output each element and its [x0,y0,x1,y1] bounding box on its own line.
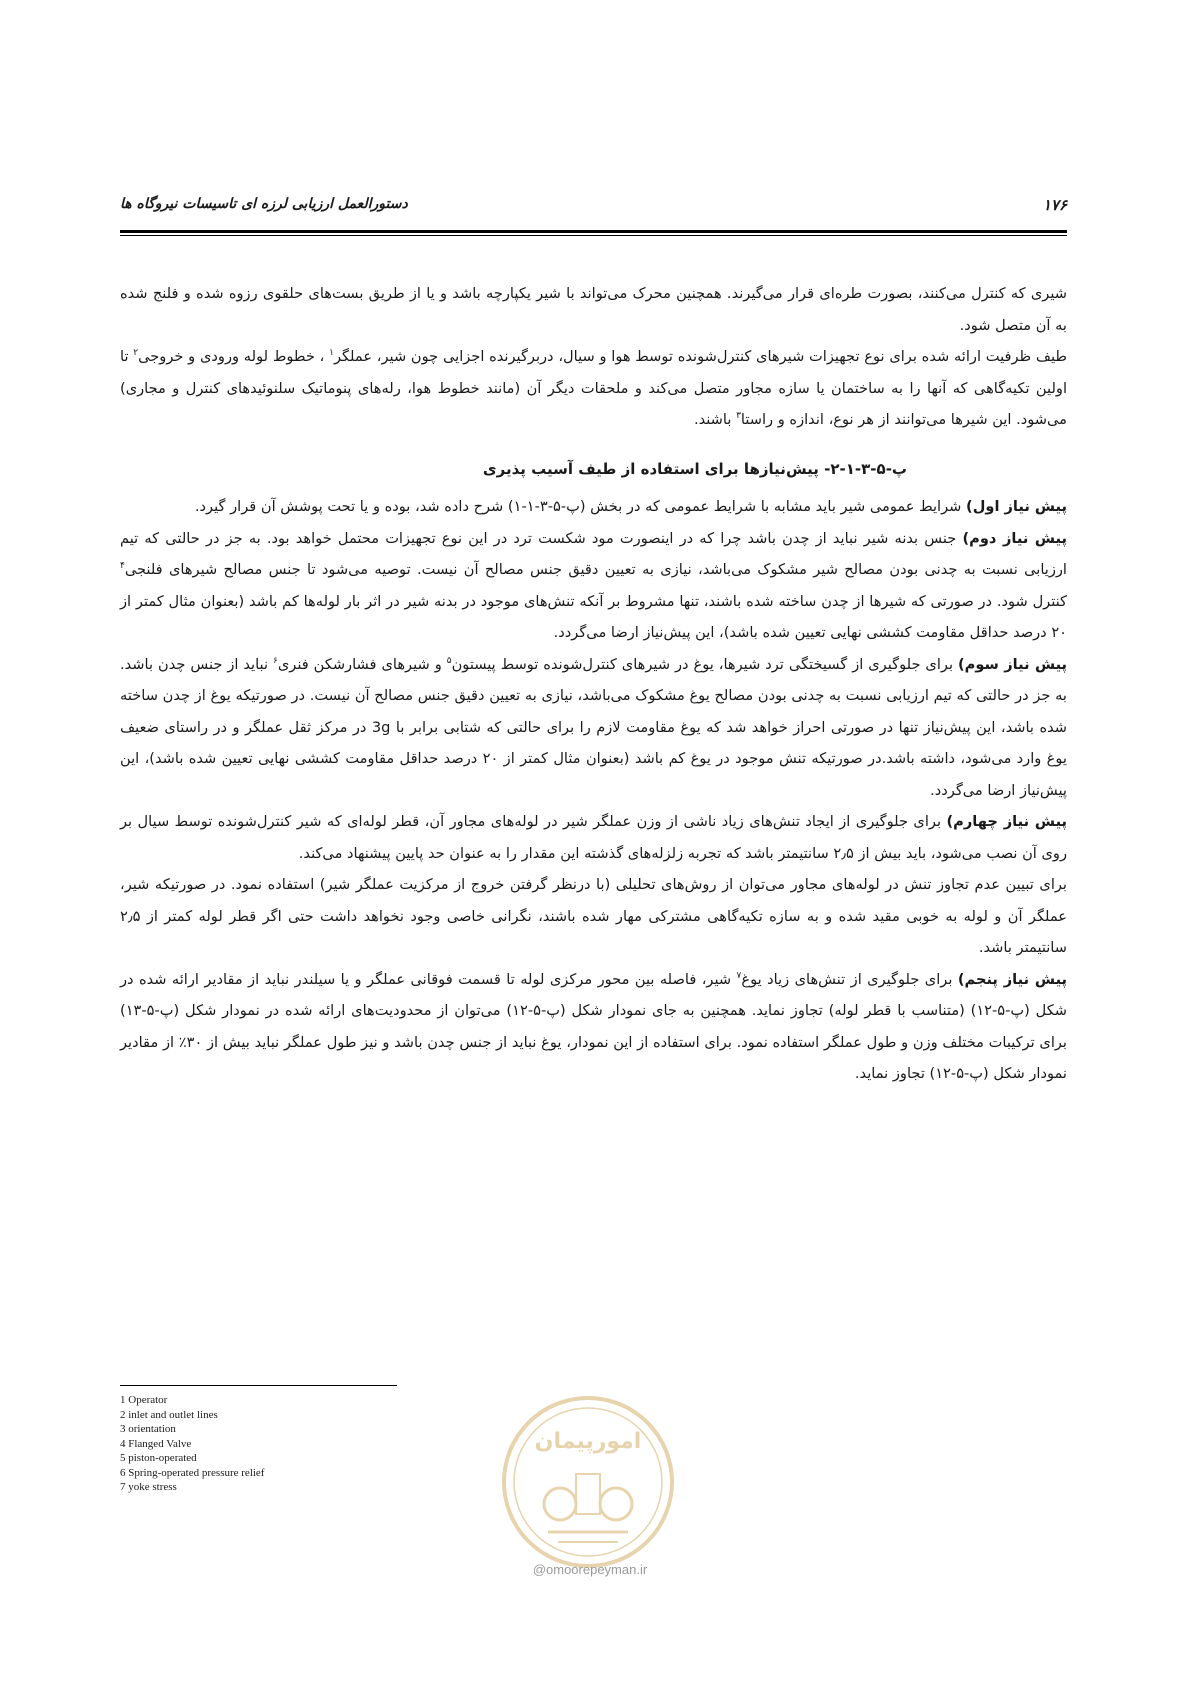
text-run: و شیرهای فشارشکن فنری [277,655,442,673]
text-run: برای جلوگیری از تنش‌های زیاد یوغ [741,970,953,988]
footnote: 3 orientation [120,1423,176,1435]
watermark-url-text: omoorepeyman.ir [546,1562,648,1577]
text-run: برای جلوگیری از ایجاد تنش‌های زیاد ناشی از وزن عملگر شیر در لوله‌های مجاور آن، قطر لوله‌ای که شیر کنترل‌شونده توسط سیال بر روی آن نصب می‌شود، باید بیش از ۲٫۵ سانتیمتر باشد که تجربه زلزله‌های گذشته این مقدار را به عنوان حد پایین پیشنهاد می‌کند. [120,813,1067,862]
text-run: طیف ظرفیت ارائه شده برای نوع تجهیزات شیرهای کنترل‌شونده توسط هوا و سیال، دربرگیرنده اجزایی چون شیر، عملگر [333,348,1068,365]
text-run: کنترل شود. در صورتی که شیرها از چدن ساخته شده باشند، تنها مشروط بر آنکه تنش‌های موجود در بدنه شیر در اثر بار لوله‌ها کم باشد (بعنوان مثال کمتر از ۲۰ درصد حداقل مقاومت کششی نهایی تعیین شده باشد)، این پیش‌نیاز ارضا می‌گردد. [120,592,1067,641]
footnotes [120,1393,500,1495]
watermark-logo [498,1392,678,1570]
text-run: جنس بدنه شیر نباید از چدن باشد چرا که در اینصورت مود شکست ترد در این نوع تجهیزات محتمل خواهد بود. به جز در حالتی که تیم ارزیابی نسبت به چدنی بودن مصالح شیر مشکوک می‌باشد، نیازی به تعیین دقیق جنس مصالح آن نیست. توصیه می‌شود تا جنس مصالح شیرهای فلنجی [120,529,1067,578]
requirement-3 [120,649,1067,807]
footnote-ref: ۷ [736,970,742,981]
page-header [120,196,1067,226]
paragraph: برای تبیین عدم تجاوز تنش در لوله‌های مجاور می‌توان از روش‌های تحلیلی (با درنظر گرفتن خروج از مرکزیت عملگر شیر) استفاده نمود. در صورتیکه شیر، عملگر آن و لوله به خوبی مقید شده و به سازه تکیه‌گاهی مشترکی مهار شده باشند، نگرانی خاصی وجود نخواهد داشت حتی اگر قطر لوله کمتر از ۲٫۵ سانتیمتر باشد. [120,876,1067,956]
page-number: ۱۷۶ [1042,196,1067,214]
requirement-label: پیش نیاز چهارم) [946,813,1067,830]
text-run: برای جلوگیری از گسیختگی ترد شیرها، یوغ در شیرهای کنترل‌شونده توسط پیستون [451,655,954,673]
paragraph: شیری که کنترل می‌کنند، بصورت طره‌ای قرار می‌گیرند. همچنین محرک می‌تواند با شیر یکپارچه باشد و یا از طریق بست‌های حلقوی رزوه شده و فلنج شده به آن متصل شود. [120,285,1067,334]
body-text [120,278,1067,1090]
requirement-label: پیش نیاز اول) [966,498,1067,515]
requirement-1 [120,491,1067,523]
section-heading: پ-۵-۳-۱-۲- پیش‌نیازها برای استفاده از طیف آسیب پذیری [482,459,907,478]
text-run: شیر، فاصله بین محور مرکزی لوله تا قسمت فوقانی عملگر و یا سیلندر نباید از مقادیر ارائه شده در شکل (پ-۵-۱۲) (متناسب با قطر لوله) تجاوز نماید. همچنین به جای نمودار شکل (پ-۵-۱۲) می‌توان از محدودیت‌های ارائه شده در نمودار شکل (پ-۵-۱۳) برای ترکیبات مختلف وزن و طول عملگر استفاده نمود. برای استفاده از این نمودار، یوغ نباید از جنس چدن باشد و نیز طول عملگر نباید بیش از ۳۰٪ از مقادیر نمودار شکل (پ-۵-۱۲) تجاوز نماید. [120,970,1067,1082]
footnote: 5 piston-operated [120,1452,197,1464]
text-run: تا اولین تکیه‌گاهی که آنها را به ساختمان یا سازه مجاور متصل می‌کند و ملحقات دیگر آن (مانند خطوط هوا، رله‌های پنوماتیک سلنوئیدهای کنترل و مجاری) می‌شود. این شیرها می‌توانند از هر نوع، اندازه و راستا [120,348,1067,428]
text-run: ، خطوط لوله ورودی و خروجی [138,348,325,365]
footnote: 6 Spring-operated pressure relief [120,1466,265,1479]
requirement-4 [120,806,1067,869]
text-run: باشند. [693,411,732,428]
text-run: نباید از جنس چدن باشد. به جز در حالتی که تیم ارزیابی نسبت به چدنی بودن مصالح یوغ مشکوک می‌باشد، نیازی به تعیین دقیق جنس مصالح آن نیست. در صورتیکه یوغ از چدن ساخته شده باشد، این پیش‌نیاز تنها در صورتی احراز خواهد شد که یوغ مقاومت لازم را برای حالتی که شتابی برابر با 3g در مرکز ثقل عملگر و در راستای ضعیف یوغ وارد می‌شود، داشته باشد.در صورتیکه تنش موجود در یوغ کم باشد (بعنوان مثال کمتر از ۲۰ درصد حداقل مقاومت کششی نهایی تعیین شده باشد)، این پیش‌نیاز ارضا می‌گردد. [120,655,1067,799]
footnote: 7 yoke stress [120,1481,177,1493]
requirement-label: پیش نیاز پنجم) [957,970,1068,988]
footnote-ref: ۲ [133,348,139,359]
text-run: شرایط عمومی شیر باید مشابه با شرایط عمومی که در بخش (پ-۵-۳-۱-۱) شرح داده شد، بوده و یا تحت پوشش آن قرار گیرد. [194,498,962,515]
footnote: 4 Flanged Valve [120,1437,192,1450]
requirement-label: پیش نیاز دوم) [962,529,1067,547]
paragraph [120,341,1067,436]
requirement-label: پیش نیاز سوم) [957,655,1068,673]
footnote-ref: ۶ [273,655,278,666]
footnote: 1 Operator [120,1394,168,1406]
footnote-ref: ۵ [446,655,452,666]
footnote-rule [120,1385,397,1386]
footnote: 2 inlet and outlet lines [120,1408,218,1421]
watermark-logo-text: امورپیمان [534,1429,642,1454]
footnote-ref: ۳ [736,411,741,422]
header-rule [120,230,1067,236]
book-title: دستورالعمل ارزیابی لرزه ای تاسیسات نیروگاه ها [120,196,408,212]
requirement-2 [120,523,1067,649]
footnote-ref: ۴ [120,561,125,572]
footnote-ref: ۱ [329,348,334,359]
requirement-5 [120,964,1067,1090]
watermark-url: @omoorepeyman.ir [532,1562,648,1577]
